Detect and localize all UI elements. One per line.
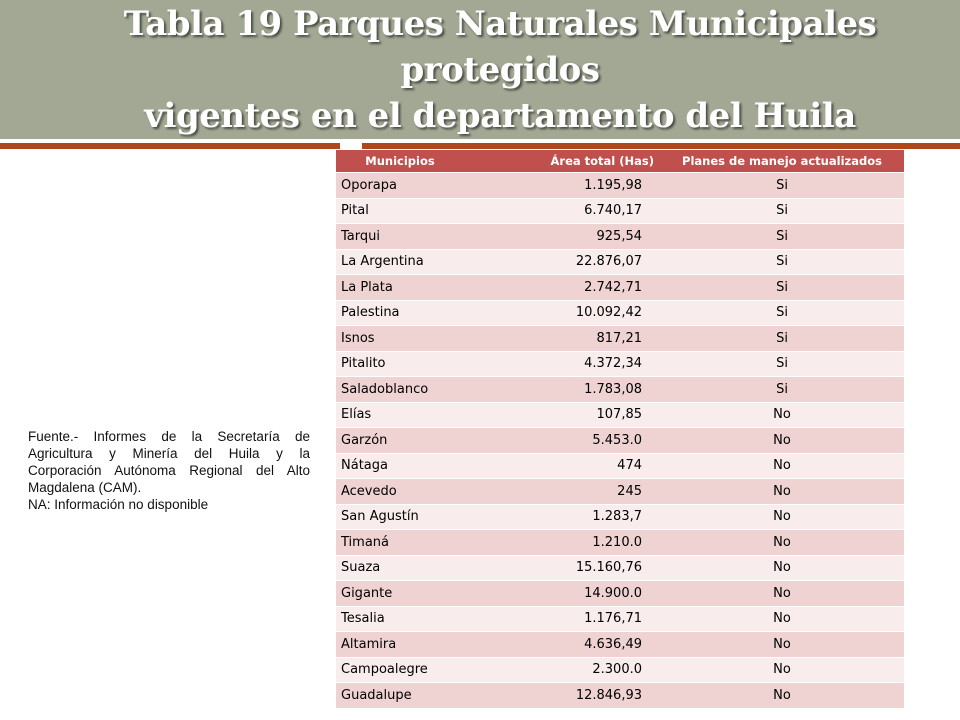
source-text: Fuente.- Informes de la Secretaría de Agricultura y Minería del Huila y la Corporación Autónoma Regional del Alto Magdalena (CAM). xyxy=(28,429,310,495)
table-row xyxy=(336,453,904,479)
source-note xyxy=(28,428,310,513)
header-municipios: Municipios xyxy=(336,150,464,173)
table-row xyxy=(336,198,904,224)
table-row xyxy=(336,632,904,658)
municipio-cell: Gigante xyxy=(336,581,464,607)
na-note: NA: Información no disponible xyxy=(28,497,209,512)
table-row xyxy=(336,530,904,556)
plan-cell: Si xyxy=(660,275,904,301)
table-row xyxy=(336,326,904,352)
municipio-cell: La Argentina xyxy=(336,249,464,275)
plan-cell: Si xyxy=(660,351,904,377)
table-row xyxy=(336,351,904,377)
table-row xyxy=(336,377,904,403)
table-row xyxy=(336,224,904,250)
area-cell: 4.636,49 xyxy=(464,632,660,658)
plan-cell: No xyxy=(660,402,904,428)
plan-cell: Si xyxy=(660,300,904,326)
table-row xyxy=(336,657,904,683)
municipio-cell: La Plata xyxy=(336,275,464,301)
plan-cell: No xyxy=(660,504,904,530)
plan-cell: No xyxy=(660,479,904,505)
municipio-cell: Palestina xyxy=(336,300,464,326)
municipio-cell: Saladoblanco xyxy=(336,377,464,403)
area-cell: 817,21 xyxy=(464,326,660,352)
area-cell: 107,85 xyxy=(464,402,660,428)
municipio-cell: Timaná xyxy=(336,530,464,556)
table-row xyxy=(336,555,904,581)
table-row xyxy=(336,504,904,530)
table-row xyxy=(336,275,904,301)
plan-cell: No xyxy=(660,683,904,709)
municipio-cell: Acevedo xyxy=(336,479,464,505)
municipio-cell: Campoalegre xyxy=(336,657,464,683)
area-cell: 15.160,76 xyxy=(464,555,660,581)
table-row xyxy=(336,606,904,632)
municipio-cell: Altamira xyxy=(336,632,464,658)
area-cell: 22.876,07 xyxy=(464,249,660,275)
municipio-cell: San Agustín xyxy=(336,504,464,530)
plan-cell: Si xyxy=(660,173,904,199)
plan-cell: Si xyxy=(660,224,904,250)
accent-bar-gap xyxy=(340,142,362,150)
title-banner xyxy=(0,0,960,139)
parks-table xyxy=(336,150,904,709)
plan-cell: No xyxy=(660,606,904,632)
municipio-cell: Pitalito xyxy=(336,351,464,377)
plan-cell: No xyxy=(660,453,904,479)
plan-cell: Si xyxy=(660,249,904,275)
area-cell: 10.092,42 xyxy=(464,300,660,326)
slide-title-line-2: vigentes en el departamento del Huila xyxy=(144,95,856,136)
area-cell: 5.453.0 xyxy=(464,428,660,454)
plan-cell: Si xyxy=(660,326,904,352)
table-row xyxy=(336,173,904,199)
table-header-row xyxy=(336,150,904,173)
area-cell: 12.846,93 xyxy=(464,683,660,709)
plan-cell: No xyxy=(660,581,904,607)
accent-bar xyxy=(362,143,960,149)
accent-bar xyxy=(0,143,340,149)
municipio-cell: Oporapa xyxy=(336,173,464,199)
plan-cell: No xyxy=(660,657,904,683)
area-cell: 2.300.0 xyxy=(464,657,660,683)
area-cell: 6.740,17 xyxy=(464,198,660,224)
slide-title-line-1: Tabla 19 Parques Naturales Municipales protegidos xyxy=(123,3,877,90)
table-row xyxy=(336,683,904,709)
plan-cell: Si xyxy=(660,377,904,403)
municipio-cell: Garzón xyxy=(336,428,464,454)
plan-cell: No xyxy=(660,632,904,658)
plan-cell: Si xyxy=(660,198,904,224)
header-area: Área total (Has) xyxy=(464,150,660,173)
area-cell: 14.900.0 xyxy=(464,581,660,607)
municipio-cell: Tesalia xyxy=(336,606,464,632)
table-row xyxy=(336,581,904,607)
municipio-cell: Isnos xyxy=(336,326,464,352)
area-cell: 474 xyxy=(464,453,660,479)
area-cell: 245 xyxy=(464,479,660,505)
municipio-cell: Pital xyxy=(336,198,464,224)
municipio-cell: Tarqui xyxy=(336,224,464,250)
table-row xyxy=(336,402,904,428)
area-cell: 1.783,08 xyxy=(464,377,660,403)
area-cell: 2.742,71 xyxy=(464,275,660,301)
table-row xyxy=(336,300,904,326)
plan-cell: No xyxy=(660,428,904,454)
plan-cell: No xyxy=(660,555,904,581)
municipio-cell: Nátaga xyxy=(336,453,464,479)
area-cell: 1.195,98 xyxy=(464,173,660,199)
area-cell: 4.372,34 xyxy=(464,351,660,377)
table-row xyxy=(336,249,904,275)
municipio-cell: Guadalupe xyxy=(336,683,464,709)
area-cell: 925,54 xyxy=(464,224,660,250)
area-cell: 1.210.0 xyxy=(464,530,660,556)
municipio-cell: Suaza xyxy=(336,555,464,581)
municipio-cell: Elías xyxy=(336,402,464,428)
table-row xyxy=(336,479,904,505)
plan-cell: No xyxy=(660,530,904,556)
table-row xyxy=(336,428,904,454)
area-cell: 1.283,7 xyxy=(464,504,660,530)
area-cell: 1.176,71 xyxy=(464,606,660,632)
header-planes: Planes de manejo actualizados xyxy=(660,150,904,173)
